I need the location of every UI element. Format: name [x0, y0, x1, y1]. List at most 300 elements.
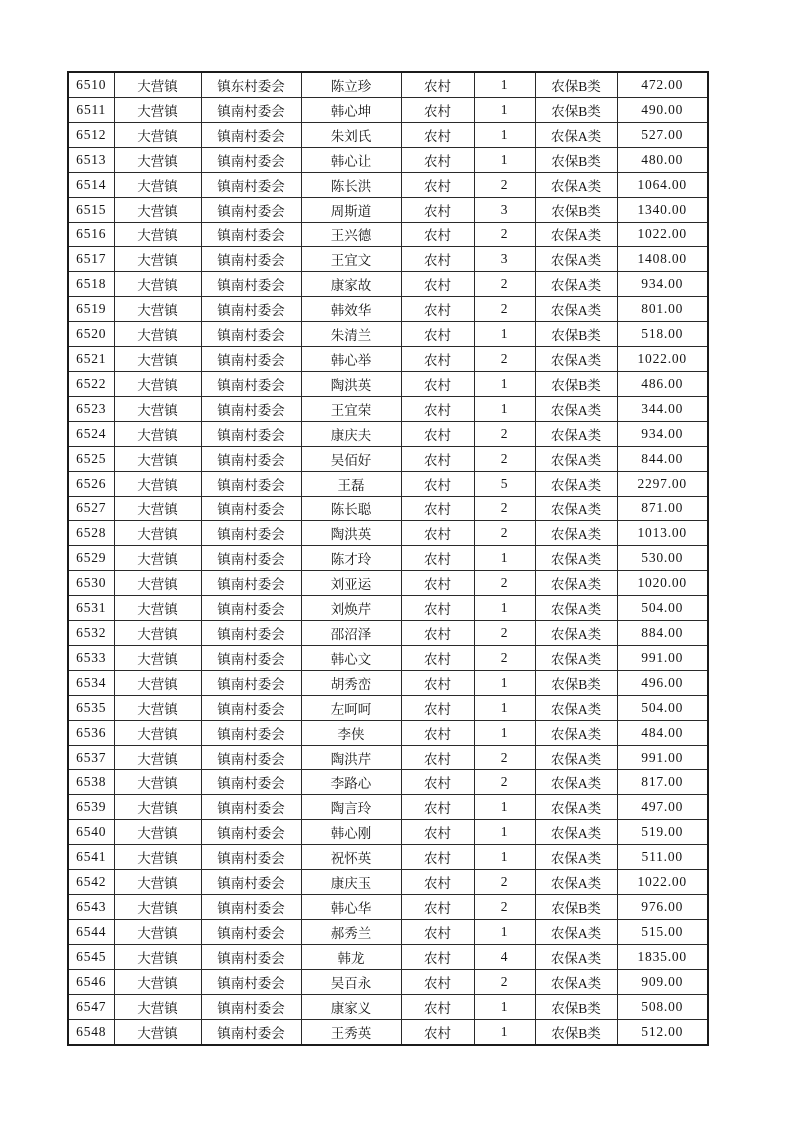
- person-count-cell: 1: [474, 122, 535, 147]
- residence-type-cell: 农村: [401, 745, 474, 770]
- residence-type-cell: 农村: [401, 496, 474, 521]
- residence-type-cell: 农村: [401, 621, 474, 646]
- pension-roster-table: [67, 71, 709, 1046]
- serial-number-cell: 6519: [68, 297, 114, 322]
- village-committee-cell: 镇南村委会: [201, 770, 301, 795]
- village-committee-cell: 镇南村委会: [201, 521, 301, 546]
- insurance-category-cell: 农保A类: [535, 969, 617, 994]
- residence-type-cell: 农村: [401, 795, 474, 820]
- residence-type-cell: 农村: [401, 521, 474, 546]
- amount-cell: 1022.00: [617, 870, 708, 895]
- person-name-cell: 王兴德: [301, 222, 401, 247]
- residence-type-cell: 农村: [401, 421, 474, 446]
- serial-number-cell: 6538: [68, 770, 114, 795]
- serial-number-cell: 6548: [68, 1019, 114, 1045]
- insurance-category-cell: 农保A类: [535, 645, 617, 670]
- village-committee-cell: 镇南村委会: [201, 122, 301, 147]
- person-count-cell: 2: [474, 222, 535, 247]
- village-committee-cell: 镇南村委会: [201, 596, 301, 621]
- person-count-cell: 1: [474, 322, 535, 347]
- table-row: [68, 197, 708, 222]
- table-row: [68, 72, 708, 98]
- person-name-cell: 陶洪英: [301, 521, 401, 546]
- amount-cell: 1064.00: [617, 172, 708, 197]
- town-cell: 大营镇: [114, 122, 201, 147]
- insurance-category-cell: 农保A类: [535, 546, 617, 571]
- town-cell: 大营镇: [114, 795, 201, 820]
- serial-number-cell: 6546: [68, 969, 114, 994]
- residence-type-cell: 农村: [401, 994, 474, 1019]
- person-name-cell: 朱刘氏: [301, 122, 401, 147]
- serial-number-cell: 6522: [68, 371, 114, 396]
- amount-cell: 496.00: [617, 670, 708, 695]
- person-count-cell: 1: [474, 994, 535, 1019]
- person-name-cell: 郝秀兰: [301, 919, 401, 944]
- person-name-cell: 李路心: [301, 770, 401, 795]
- residence-type-cell: 农村: [401, 1019, 474, 1045]
- residence-type-cell: 农村: [401, 820, 474, 845]
- serial-number-cell: 6547: [68, 994, 114, 1019]
- village-committee-cell: 镇南村委会: [201, 870, 301, 895]
- person-count-cell: 1: [474, 919, 535, 944]
- village-committee-cell: 镇南村委会: [201, 969, 301, 994]
- village-committee-cell: 镇南村委会: [201, 222, 301, 247]
- serial-number-cell: 6527: [68, 496, 114, 521]
- insurance-category-cell: 农保A类: [535, 720, 617, 745]
- person-name-cell: 陶言玲: [301, 795, 401, 820]
- amount-cell: 508.00: [617, 994, 708, 1019]
- residence-type-cell: 农村: [401, 670, 474, 695]
- residence-type-cell: 农村: [401, 720, 474, 745]
- serial-number-cell: 6514: [68, 172, 114, 197]
- person-count-cell: 1: [474, 596, 535, 621]
- village-committee-cell: 镇南村委会: [201, 371, 301, 396]
- town-cell: 大营镇: [114, 247, 201, 272]
- amount-cell: 991.00: [617, 645, 708, 670]
- roster-body: [68, 72, 708, 1045]
- serial-number-cell: 6524: [68, 421, 114, 446]
- insurance-category-cell: 农保B类: [535, 98, 617, 123]
- insurance-category-cell: 农保B类: [535, 670, 617, 695]
- person-count-cell: 1: [474, 98, 535, 123]
- insurance-category-cell: 农保B类: [535, 1019, 617, 1045]
- table-row: [68, 446, 708, 471]
- person-count-cell: 1: [474, 147, 535, 172]
- residence-type-cell: 农村: [401, 969, 474, 994]
- table-row: [68, 994, 708, 1019]
- insurance-category-cell: 农保B类: [535, 197, 617, 222]
- person-count-cell: 1: [474, 1019, 535, 1045]
- town-cell: 大营镇: [114, 745, 201, 770]
- town-cell: 大营镇: [114, 322, 201, 347]
- person-name-cell: 刘焕芹: [301, 596, 401, 621]
- residence-type-cell: 农村: [401, 371, 474, 396]
- serial-number-cell: 6539: [68, 795, 114, 820]
- village-committee-cell: 镇南村委会: [201, 197, 301, 222]
- person-count-cell: 1: [474, 820, 535, 845]
- residence-type-cell: 农村: [401, 172, 474, 197]
- insurance-category-cell: 农保A类: [535, 222, 617, 247]
- table-row: [68, 322, 708, 347]
- town-cell: 大营镇: [114, 72, 201, 98]
- person-name-cell: 韩心刚: [301, 820, 401, 845]
- town-cell: 大营镇: [114, 222, 201, 247]
- amount-cell: 519.00: [617, 820, 708, 845]
- amount-cell: 934.00: [617, 272, 708, 297]
- town-cell: 大营镇: [114, 845, 201, 870]
- person-count-cell: 2: [474, 571, 535, 596]
- insurance-category-cell: 农保A类: [535, 795, 617, 820]
- residence-type-cell: 农村: [401, 895, 474, 920]
- residence-type-cell: 农村: [401, 870, 474, 895]
- town-cell: 大营镇: [114, 272, 201, 297]
- person-count-cell: 1: [474, 845, 535, 870]
- village-committee-cell: 镇南村委会: [201, 98, 301, 123]
- person-name-cell: 陈长洪: [301, 172, 401, 197]
- person-count-cell: 2: [474, 172, 535, 197]
- table-row: [68, 969, 708, 994]
- town-cell: 大营镇: [114, 172, 201, 197]
- amount-cell: 1340.00: [617, 197, 708, 222]
- table-row: [68, 895, 708, 920]
- amount-cell: 801.00: [617, 297, 708, 322]
- amount-cell: 490.00: [617, 98, 708, 123]
- village-committee-cell: 镇南村委会: [201, 247, 301, 272]
- serial-number-cell: 6529: [68, 546, 114, 571]
- person-name-cell: 邵沼泽: [301, 621, 401, 646]
- amount-cell: 486.00: [617, 371, 708, 396]
- person-name-cell: 陶洪英: [301, 371, 401, 396]
- table-row: [68, 122, 708, 147]
- insurance-category-cell: 农保A类: [535, 122, 617, 147]
- town-cell: 大营镇: [114, 944, 201, 969]
- insurance-category-cell: 农保B类: [535, 895, 617, 920]
- village-committee-cell: 镇南村委会: [201, 571, 301, 596]
- table-row: [68, 247, 708, 272]
- person-name-cell: 韩龙: [301, 944, 401, 969]
- serial-number-cell: 6540: [68, 820, 114, 845]
- amount-cell: 1835.00: [617, 944, 708, 969]
- residence-type-cell: 农村: [401, 571, 474, 596]
- person-name-cell: 吴佰好: [301, 446, 401, 471]
- table-row: [68, 471, 708, 496]
- town-cell: 大营镇: [114, 969, 201, 994]
- amount-cell: 844.00: [617, 446, 708, 471]
- village-committee-cell: 镇南村委会: [201, 496, 301, 521]
- table-row: [68, 396, 708, 421]
- amount-cell: 515.00: [617, 919, 708, 944]
- village-committee-cell: 镇东村委会: [201, 72, 301, 98]
- serial-number-cell: 6518: [68, 272, 114, 297]
- town-cell: 大营镇: [114, 994, 201, 1019]
- serial-number-cell: 6513: [68, 147, 114, 172]
- village-committee-cell: 镇南村委会: [201, 820, 301, 845]
- residence-type-cell: 农村: [401, 596, 474, 621]
- residence-type-cell: 农村: [401, 322, 474, 347]
- serial-number-cell: 6543: [68, 895, 114, 920]
- person-name-cell: 康庆夫: [301, 421, 401, 446]
- insurance-category-cell: 农保A类: [535, 820, 617, 845]
- village-committee-cell: 镇南村委会: [201, 1019, 301, 1045]
- insurance-category-cell: 农保A类: [535, 521, 617, 546]
- person-count-cell: 2: [474, 421, 535, 446]
- person-name-cell: 王磊: [301, 471, 401, 496]
- amount-cell: 527.00: [617, 122, 708, 147]
- amount-cell: 512.00: [617, 1019, 708, 1045]
- person-name-cell: 陈立珍: [301, 72, 401, 98]
- serial-number-cell: 6536: [68, 720, 114, 745]
- person-name-cell: 王秀英: [301, 1019, 401, 1045]
- table-row: [68, 870, 708, 895]
- person-count-cell: 2: [474, 297, 535, 322]
- town-cell: 大营镇: [114, 621, 201, 646]
- residence-type-cell: 农村: [401, 72, 474, 98]
- person-name-cell: 王宜文: [301, 247, 401, 272]
- table-row: [68, 695, 708, 720]
- town-cell: 大营镇: [114, 571, 201, 596]
- village-committee-cell: 镇南村委会: [201, 147, 301, 172]
- insurance-category-cell: 农保A类: [535, 446, 617, 471]
- residence-type-cell: 农村: [401, 845, 474, 870]
- amount-cell: 530.00: [617, 546, 708, 571]
- table-row: [68, 421, 708, 446]
- serial-number-cell: 6541: [68, 845, 114, 870]
- residence-type-cell: 农村: [401, 347, 474, 372]
- town-cell: 大营镇: [114, 371, 201, 396]
- town-cell: 大营镇: [114, 1019, 201, 1045]
- person-name-cell: 韩心文: [301, 645, 401, 670]
- town-cell: 大营镇: [114, 596, 201, 621]
- serial-number-cell: 6526: [68, 471, 114, 496]
- amount-cell: 1013.00: [617, 521, 708, 546]
- person-name-cell: 祝怀英: [301, 845, 401, 870]
- amount-cell: 504.00: [617, 596, 708, 621]
- person-count-cell: 3: [474, 197, 535, 222]
- table-row: [68, 596, 708, 621]
- serial-number-cell: 6521: [68, 347, 114, 372]
- amount-cell: 511.00: [617, 845, 708, 870]
- serial-number-cell: 6533: [68, 645, 114, 670]
- person-count-cell: 2: [474, 521, 535, 546]
- table-row: [68, 745, 708, 770]
- residence-type-cell: 农村: [401, 147, 474, 172]
- insurance-category-cell: 农保A类: [535, 421, 617, 446]
- insurance-category-cell: 农保A类: [535, 396, 617, 421]
- insurance-category-cell: 农保B类: [535, 322, 617, 347]
- amount-cell: 2297.00: [617, 471, 708, 496]
- residence-type-cell: 农村: [401, 471, 474, 496]
- table-row: [68, 944, 708, 969]
- town-cell: 大营镇: [114, 919, 201, 944]
- amount-cell: 871.00: [617, 496, 708, 521]
- person-count-cell: 2: [474, 770, 535, 795]
- insurance-category-cell: 农保A类: [535, 272, 617, 297]
- person-count-cell: 2: [474, 347, 535, 372]
- village-committee-cell: 镇南村委会: [201, 845, 301, 870]
- person-count-cell: 1: [474, 72, 535, 98]
- residence-type-cell: 农村: [401, 272, 474, 297]
- residence-type-cell: 农村: [401, 297, 474, 322]
- person-name-cell: 周斯道: [301, 197, 401, 222]
- residence-type-cell: 农村: [401, 645, 474, 670]
- insurance-category-cell: 农保A类: [535, 845, 617, 870]
- village-committee-cell: 镇南村委会: [201, 396, 301, 421]
- village-committee-cell: 镇南村委会: [201, 645, 301, 670]
- village-committee-cell: 镇南村委会: [201, 172, 301, 197]
- person-count-cell: 1: [474, 795, 535, 820]
- serial-number-cell: 6530: [68, 571, 114, 596]
- town-cell: 大营镇: [114, 820, 201, 845]
- town-cell: 大营镇: [114, 471, 201, 496]
- person-name-cell: 左呵呵: [301, 695, 401, 720]
- insurance-category-cell: 农保B类: [535, 994, 617, 1019]
- residence-type-cell: 农村: [401, 446, 474, 471]
- amount-cell: 480.00: [617, 147, 708, 172]
- amount-cell: 1020.00: [617, 571, 708, 596]
- amount-cell: 991.00: [617, 745, 708, 770]
- village-committee-cell: 镇南村委会: [201, 347, 301, 372]
- village-committee-cell: 镇南村委会: [201, 795, 301, 820]
- table-row: [68, 272, 708, 297]
- serial-number-cell: 6531: [68, 596, 114, 621]
- village-committee-cell: 镇南村委会: [201, 745, 301, 770]
- person-count-cell: 1: [474, 695, 535, 720]
- residence-type-cell: 农村: [401, 396, 474, 421]
- serial-number-cell: 6515: [68, 197, 114, 222]
- insurance-category-cell: 农保A类: [535, 571, 617, 596]
- person-count-cell: 2: [474, 446, 535, 471]
- table-row: [68, 371, 708, 396]
- serial-number-cell: 6512: [68, 122, 114, 147]
- table-row: [68, 795, 708, 820]
- table-row: [68, 172, 708, 197]
- person-count-cell: 3: [474, 247, 535, 272]
- insurance-category-cell: 农保A类: [535, 347, 617, 372]
- village-committee-cell: 镇南村委会: [201, 446, 301, 471]
- person-name-cell: 王宜荣: [301, 396, 401, 421]
- serial-number-cell: 6545: [68, 944, 114, 969]
- village-committee-cell: 镇南村委会: [201, 621, 301, 646]
- town-cell: 大营镇: [114, 521, 201, 546]
- town-cell: 大营镇: [114, 720, 201, 745]
- serial-number-cell: 6520: [68, 322, 114, 347]
- insurance-category-cell: 农保B类: [535, 147, 617, 172]
- person-count-cell: 4: [474, 944, 535, 969]
- town-cell: 大营镇: [114, 297, 201, 322]
- insurance-category-cell: 农保B类: [535, 371, 617, 396]
- person-name-cell: 韩心让: [301, 147, 401, 172]
- town-cell: 大营镇: [114, 645, 201, 670]
- village-committee-cell: 镇南村委会: [201, 421, 301, 446]
- person-name-cell: 李侠: [301, 720, 401, 745]
- amount-cell: 1022.00: [617, 347, 708, 372]
- amount-cell: 884.00: [617, 621, 708, 646]
- town-cell: 大营镇: [114, 496, 201, 521]
- person-name-cell: 胡秀峦: [301, 670, 401, 695]
- table-row: [68, 546, 708, 571]
- village-committee-cell: 镇南村委会: [201, 670, 301, 695]
- table-row: [68, 98, 708, 123]
- village-committee-cell: 镇南村委会: [201, 944, 301, 969]
- person-name-cell: 陈长聪: [301, 496, 401, 521]
- serial-number-cell: 6516: [68, 222, 114, 247]
- serial-number-cell: 6510: [68, 72, 114, 98]
- serial-number-cell: 6544: [68, 919, 114, 944]
- person-name-cell: 韩心华: [301, 895, 401, 920]
- person-name-cell: 康家故: [301, 272, 401, 297]
- village-committee-cell: 镇南村委会: [201, 919, 301, 944]
- insurance-category-cell: 农保A类: [535, 596, 617, 621]
- village-committee-cell: 镇南村委会: [201, 895, 301, 920]
- table-row: [68, 919, 708, 944]
- table-row: [68, 820, 708, 845]
- person-name-cell: 朱清兰: [301, 322, 401, 347]
- person-count-cell: 5: [474, 471, 535, 496]
- person-name-cell: 陈才玲: [301, 546, 401, 571]
- amount-cell: 909.00: [617, 969, 708, 994]
- insurance-category-cell: 农保A类: [535, 496, 617, 521]
- amount-cell: 344.00: [617, 396, 708, 421]
- residence-type-cell: 农村: [401, 247, 474, 272]
- insurance-category-cell: 农保A类: [535, 745, 617, 770]
- person-count-cell: 1: [474, 670, 535, 695]
- person-name-cell: 韩心举: [301, 347, 401, 372]
- residence-type-cell: 农村: [401, 122, 474, 147]
- table-row: [68, 845, 708, 870]
- person-count-cell: 2: [474, 496, 535, 521]
- serial-number-cell: 6535: [68, 695, 114, 720]
- town-cell: 大营镇: [114, 147, 201, 172]
- table-row: [68, 521, 708, 546]
- person-name-cell: 陶洪芹: [301, 745, 401, 770]
- residence-type-cell: 农村: [401, 695, 474, 720]
- table-row: [68, 1019, 708, 1045]
- person-count-cell: 2: [474, 969, 535, 994]
- residence-type-cell: 农村: [401, 770, 474, 795]
- amount-cell: 484.00: [617, 720, 708, 745]
- residence-type-cell: 农村: [401, 944, 474, 969]
- village-committee-cell: 镇南村委会: [201, 272, 301, 297]
- insurance-category-cell: 农保A类: [535, 695, 617, 720]
- serial-number-cell: 6517: [68, 247, 114, 272]
- town-cell: 大营镇: [114, 770, 201, 795]
- village-committee-cell: 镇南村委会: [201, 720, 301, 745]
- town-cell: 大营镇: [114, 546, 201, 571]
- serial-number-cell: 6525: [68, 446, 114, 471]
- amount-cell: 518.00: [617, 322, 708, 347]
- person-count-cell: 1: [474, 371, 535, 396]
- village-committee-cell: 镇南村委会: [201, 994, 301, 1019]
- amount-cell: 976.00: [617, 895, 708, 920]
- serial-number-cell: 6537: [68, 745, 114, 770]
- person-name-cell: 刘亚运: [301, 571, 401, 596]
- residence-type-cell: 农村: [401, 222, 474, 247]
- table-row: [68, 670, 708, 695]
- insurance-category-cell: 农保A类: [535, 770, 617, 795]
- village-committee-cell: 镇南村委会: [201, 297, 301, 322]
- insurance-category-cell: 农保A类: [535, 172, 617, 197]
- table-row: [68, 720, 708, 745]
- insurance-category-cell: 农保A类: [535, 944, 617, 969]
- insurance-category-cell: 农保A类: [535, 471, 617, 496]
- person-name-cell: 吴百永: [301, 969, 401, 994]
- serial-number-cell: 6542: [68, 870, 114, 895]
- amount-cell: 1022.00: [617, 222, 708, 247]
- insurance-category-cell: 农保B类: [535, 72, 617, 98]
- insurance-category-cell: 农保A类: [535, 247, 617, 272]
- person-count-cell: 1: [474, 720, 535, 745]
- table-row: [68, 645, 708, 670]
